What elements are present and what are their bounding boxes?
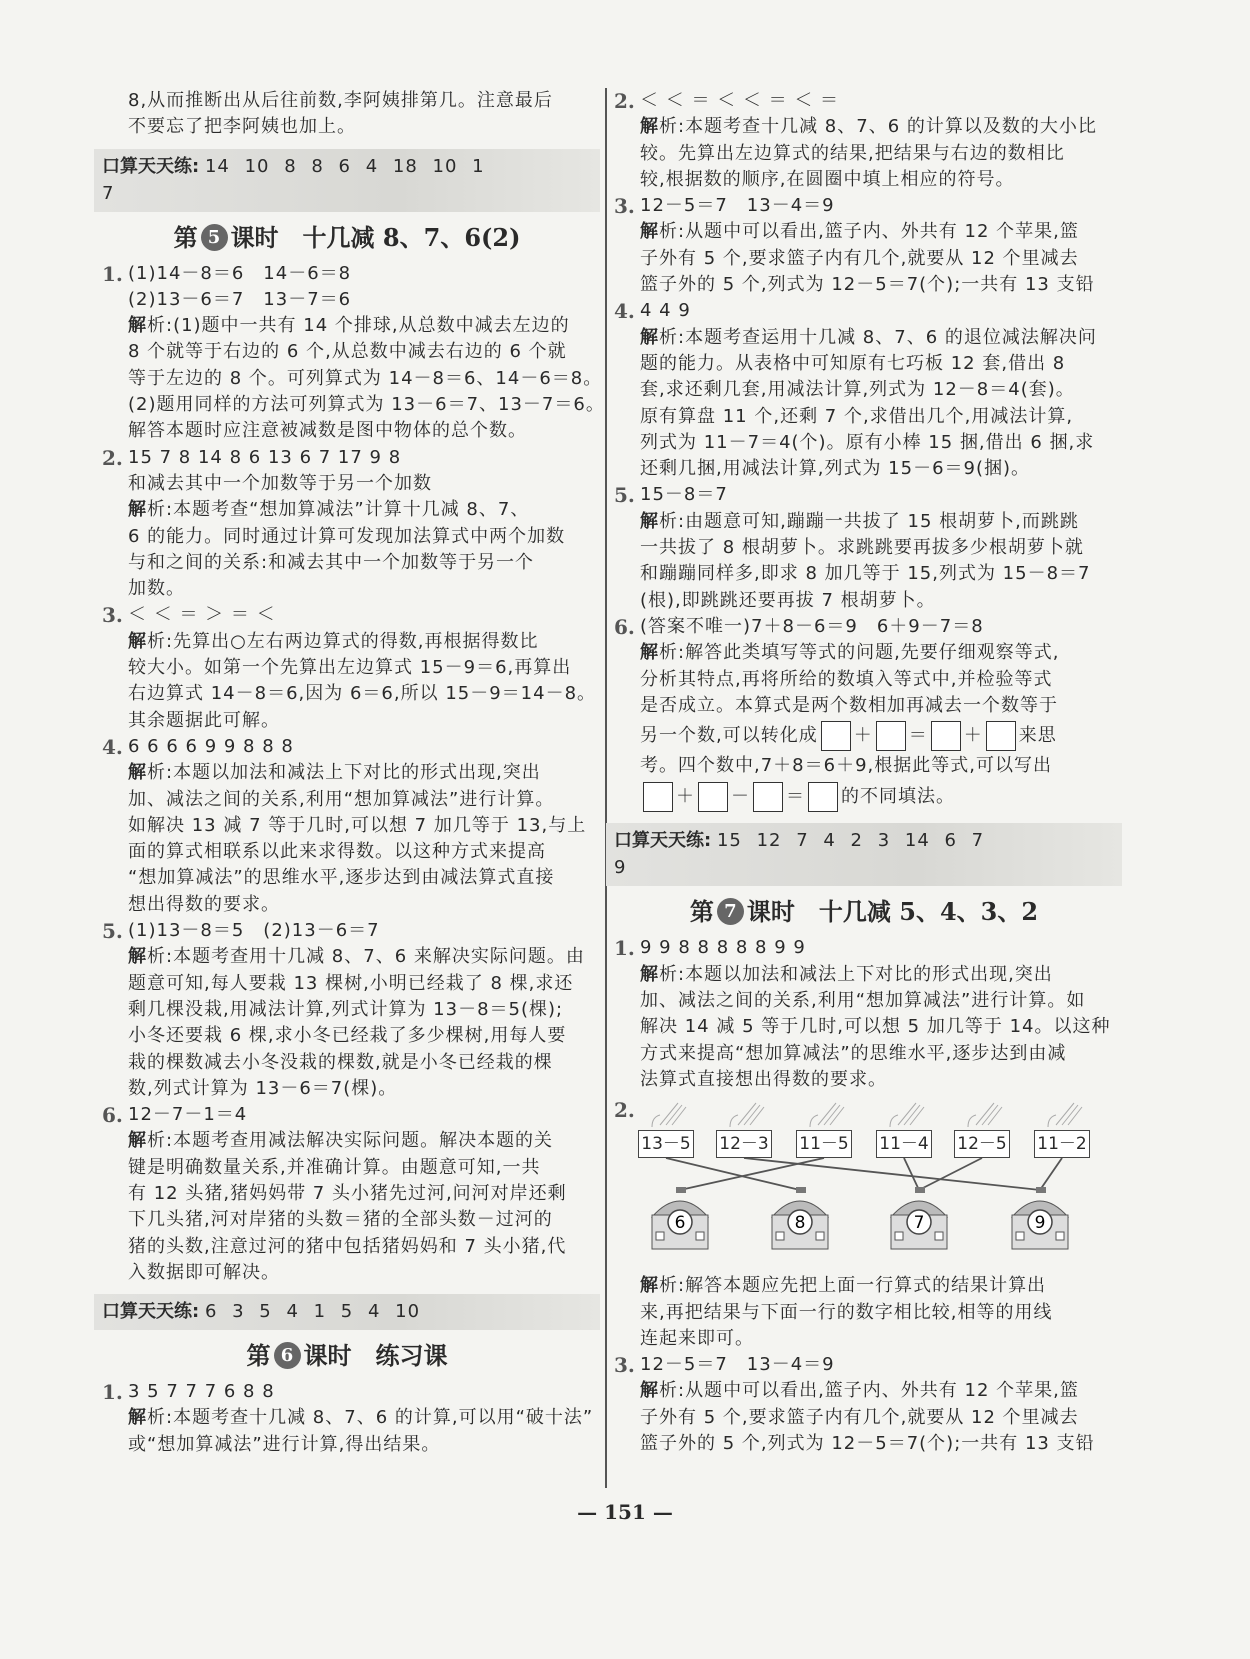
text-line: 2. 15 7 8 14 8 6 13 6 7 17 9 8 [102,445,402,470]
text-line: 和蹦蹦同样多,即求 8 加几等于 15,列式为 15－8＝7 [640,563,1091,585]
text-line: 较。先算出左边算式的结果,把结果与右边的数相比 [640,142,1065,164]
text-line: 5. 15－8＝7 [614,483,728,508]
text-line: 解析:本题考查运用十几减 8、7、6 的退位减法解决问 [640,326,1097,348]
text-line: 题意可知,每人要栽 13 棵树,小明已经栽了 8 棵,求还 [128,972,574,994]
answer-1 [102,261,605,445]
text-line: 键是明确数量关系,并准确计算。由题意可知,一共 [128,1156,541,1178]
text-line: 加、减法之间的关系,利用“想加算减法”进行计算。 [128,788,555,810]
text-line: 加数。 [128,578,185,600]
expression-card: 13－5 [638,1130,694,1158]
expression-card: 11－4 [876,1130,932,1158]
house-number: 6 [674,1213,686,1234]
house-icon [891,1187,947,1249]
text-line: 加、减法之间的关系,利用“想加算减法”进行计算。如 [640,990,1086,1012]
house-number: 9 [1034,1213,1046,1234]
text-line: 右边算式 14－8＝6,因为 6＝6,所以 15－9＝14－8。 [128,683,597,705]
answer-4 [102,734,592,918]
text-line: 或“想加算减法”进行计算,得出结果。 [128,1433,441,1455]
bird-icon [810,1103,844,1127]
text-line: 解析:本题考查用十几减 8、7、6 来解决实际问题。由 [128,946,585,968]
oral-practice-1: 口算天天练: 14 10 8 8 6 4 18 10 1 7 [94,149,600,212]
page-number: — 151 — [577,1500,673,1524]
blank-box [753,782,783,812]
house-icon [772,1187,828,1249]
text-line: 篮子外的 5 个,列式为 12－5＝7(个);一共有 13 支铅 [640,1432,1095,1454]
answer-5-lesson6 [614,482,1114,613]
text-line: (2)13－6＝7 13－7＝6 [128,288,352,310]
text-line: 原有算盘 11 个,还剩 7 个,求借出几个,用减法计算, [640,405,1074,427]
text-line: 解析:本题考查用减法解决实际问题。解决本题的关 [128,1130,554,1152]
expression-card: 12－3 [716,1130,772,1158]
house-icon [1012,1187,1068,1249]
question-number: 6. [614,614,635,639]
text-line: 面的算式相联系以此来求得数。以这种方式来提高 [128,841,546,863]
house-number: 7 [913,1213,925,1234]
text-line: 下几头猪,河对岸猪的头数＝猪的全部头数－过河的 [128,1209,553,1231]
text-line: “想加算减法”的思维水平,逐步达到由减法算式直接 [128,867,555,889]
text-line: 解析:解答本题应先把上面一行算式的结果计算出 [640,1275,1047,1297]
bird-icon [1048,1103,1082,1127]
text-line: 连起来即可。 [640,1327,754,1349]
text-line: 解析:本题考查“想加算减法”计算十几减 8、7、 [128,499,530,521]
text-line: 栽的棵数减去小冬没栽的棵数,就是小冬已经栽的棵 [128,1051,553,1073]
answer-1-lesson6 [102,1379,592,1458]
intro-text [102,88,592,141]
text-line: 解析:从题中可以看出,篮子内、外共有 12 个苹果,篮 [640,1380,1079,1402]
house-number: 8 [794,1213,806,1234]
text-line: 6. 12－7－1＝4 [102,1103,248,1128]
text-line: 4. 6 6 6 6 9 9 8 8 8 [102,734,294,759]
text-line: 想出得数的要求。 [128,893,280,915]
text-line: 8,从而推断出从后往前数,李阿姨排第几。注意最后 [128,90,553,111]
question-number: 2. [614,89,635,113]
answer-2-lesson6 [614,88,1114,193]
text-line: 子外有 5 个,要求篮子内有几个,就要从 12 个里减去 [640,1406,1079,1428]
text-line: 等于左边的 8 个。可列算式为 14－8＝6、14－6＝8。 [128,367,603,389]
question-number: 1. [102,1380,123,1405]
bird-icon [730,1103,764,1127]
answer-line: 考。四个数中,7＋8＝6＋9,根据此等式,可以写出 [640,755,1052,777]
text-line: 解析:解答此类填写等式的问题,先要仔细观察等式, [640,642,1060,664]
text-line: 有 12 头猪,猪妈妈带 7 头小猪先过河,问河对岸还剩 [128,1182,567,1204]
text-line: 是否成立。本算式是两个数相加再减去一个数等于 [640,694,1058,716]
answer-3-lesson6 [614,193,1114,298]
answer-2-explanation [614,1273,1114,1352]
right-column [614,88,1114,1457]
text-line: 列式为 11－7＝4(个)。原有小棒 15 捆,借出 6 捆,求 [640,431,1095,453]
text-line: 解析:从题中可以看出,篮子内、外共有 12 个苹果,篮 [640,221,1079,243]
question-number: 4. [102,734,123,759]
match-line [904,1158,919,1190]
equation-template-1: 另一个数,可以转化成 ＋ ＝ ＋ 来思 [614,719,1114,753]
text-line: 6. (答案不唯一)7＋8－6＝9 6＋9－7＝8 [614,614,984,639]
text-line: 解决 14 减 5 等于几时,可以想 5 加几等于 14。以这种 [640,1016,1111,1038]
text-line: 较大小。如第一个先算出左边算式 15－9＝6,再算出 [128,657,572,679]
text-line: 与和之间的关系:和减去其中一个加数等于另一个 [128,551,535,573]
matching-figure [614,1097,1114,1267]
question-number: 5. [102,919,123,944]
question-number: 3. [614,194,635,219]
answer-5 [102,918,592,1102]
question-number: 6. [102,1103,123,1128]
expression-card: 11－2 [1034,1130,1090,1158]
text-line: 来,再把结果与下面一行的数字相比较,相等的用线 [640,1301,1053,1323]
blank-box [698,782,728,812]
text-line: 1. (1)14－8＝6 14－6＝8 [102,261,352,286]
question-number: 3. [614,1353,635,1378]
text-line: 如解决 13 减 7 等于几时,可以想 7 加几等于 13,与上 [128,814,587,836]
match-line [744,1158,1040,1190]
text-line: 题的能力。从表格中可知原有七巧板 12 套,借出 8 [640,352,1066,374]
text-line: 解析:本题以加法和减法上下对比的形式出现,突出 [128,762,541,784]
oral-practice-3: 口算天天练: 15 12 7 4 2 3 14 6 7 9 [606,823,1122,886]
text-line: 3. 12－5＝7 13－4＝9 [614,194,835,219]
lesson-6-heading: 第 6 课时 练习课 [246,1341,448,1371]
blank-box [931,721,961,751]
text-line: 方式来提高“想加算减法”的思维水平,逐步达到由减 [640,1042,1067,1064]
text-line: 3. ＜ ＜ ＝ ＞ ＝ ＜ [102,603,276,628]
text-line: 解析:本题考查十几减 8、7、6 的计算,可以用“破十法” [128,1407,594,1429]
lesson-7-heading: 第 7 课时 十几减 5、4、3、2 [689,897,1039,927]
text-line: 6 的能力。同时通过计算可发现加法算式中两个加数 [128,525,566,547]
answer-2 [102,445,592,603]
text-line: (2)题用同样的方法可列算式为 13－6＝7、13－7＝6。 [128,394,605,416]
bird-icon [968,1103,1002,1127]
text-line: 猪的头数,注意过河的猪中包括猪妈妈和 7 头小猪,代 [128,1235,567,1257]
text-line: 子外有 5 个,要求篮子内有几个,就要从 12 个里减去 [640,247,1079,269]
text-line: 入数据即可解决。 [128,1261,280,1283]
blank-box [821,721,851,751]
question-number: 1. [614,936,635,961]
match-line [919,1158,982,1190]
text-line: (根),即跳跳还要再拔 7 根胡萝卜。 [640,589,936,611]
match-line [1040,1158,1062,1190]
text-line: 分析其特点,再将所给的数填入等式中,并检验等式 [640,668,1053,690]
blank-box [986,721,1016,751]
equation-template-2: ＋ － ＝ 的不同填法。 [614,779,1114,815]
text-line: 还剩几捆,用减法计算,列式为 15－6＝9(捆)。 [640,458,1031,480]
text-line: 解析:(1)题中一共有 14 个排球,从总数中减去左边的 [128,315,570,337]
answer-6 [102,1102,592,1286]
text-line: 其余题据此可解。 [128,709,280,731]
text-line: 小冬还要栽 6 棵,求小冬已经栽了多少棵树,用每人要 [128,1025,567,1047]
text-line: 4. 4 4 9 [614,299,691,324]
left-column [102,88,605,1458]
column-divider [605,88,607,1488]
answer-3 [102,602,597,733]
oral-practice-2: 口算天天练: 6 3 5 4 1 5 4 10 [94,1294,600,1330]
text-line: 解析:由题意可知,蹦蹦一共拔了 15 根胡萝卜,而跳跳 [640,510,1079,532]
answer-6-lesson6 [614,614,1114,719]
answer-1-lesson7 [614,935,1114,1093]
text-line: 篮子外的 5 个,列式为 12－5＝7(个);一共有 13 支铅 [640,274,1095,296]
text-line: 套,求还剩几套,用减法计算,列式为 12－8＝4(套)。 [640,379,1075,401]
question-number: 2. [102,445,123,470]
text-line: 8 个就等于右边的 6 个,从总数中减去右边的 6 个就 [128,341,567,363]
text-line: 数,列式计算为 13－6＝7(棵)。 [128,1077,398,1099]
question-number: 3. [102,603,123,628]
text-line: 不要忘了把李阿姨也加上。 [128,116,356,138]
blank-box [876,721,906,751]
match-line [666,1158,800,1190]
text-line: 法算式直接想出得数的要求。 [640,1068,887,1090]
text-line: 较,根据数的顺序,在圆圈中填上相应的符号。 [640,168,1015,190]
text-line: 1. 3 5 7 7 7 6 8 8 [102,1380,275,1405]
bird-icon [890,1103,924,1127]
lesson-5-heading: 第 5 课时 十几减 8、7、6(2) [173,222,521,252]
question-number: 5. [614,483,635,508]
text-line: 解析:本题以加法和减法上下对比的形式出现,突出 [640,963,1053,985]
question-number: 4. [614,299,635,324]
blank-box [643,782,673,812]
text-line: 一共拔了 8 根胡萝卜。求跳跳要再拔多少根胡萝卜就 [640,537,1084,559]
text-line: 解答本题时应注意被减数是图中物体的总个数。 [128,420,527,442]
blank-box [808,782,838,812]
question-number: 1. [102,261,123,286]
text-line: 解析:本题考查十几减 8、7、6 的计算以及数的大小比 [640,116,1097,138]
text-line: 解析:先算出○左右两边算式的得数,再根据得数比 [128,630,539,652]
expression-card: 12－5 [954,1130,1010,1158]
expression-card: 11－5 [796,1130,852,1158]
house-icon [652,1187,708,1249]
question-number: 2. [614,1098,635,1123]
answer-4-lesson6 [614,298,1114,482]
text-line: 5. (1)13－8＝5 (2)13－6＝7 [102,919,380,944]
answer-3-lesson7 [614,1352,1114,1457]
match-line [680,1158,824,1190]
text-line: 3. 12－5＝7 13－4＝9 [614,1353,835,1378]
text-line: 2. ＜ ＜ ＝ ＜ ＜ ＝ ＜ ＝ [614,89,840,113]
text-line: 剩几棵没栽,用减法计算,列式计算为 13－8＝5(棵); [128,998,564,1020]
text-line: 1. 9 9 8 8 8 8 8 9 9 [614,936,806,961]
bird-icon [652,1103,686,1127]
text-line: 和减去其中一个加数等于另一个加数 [128,472,432,494]
